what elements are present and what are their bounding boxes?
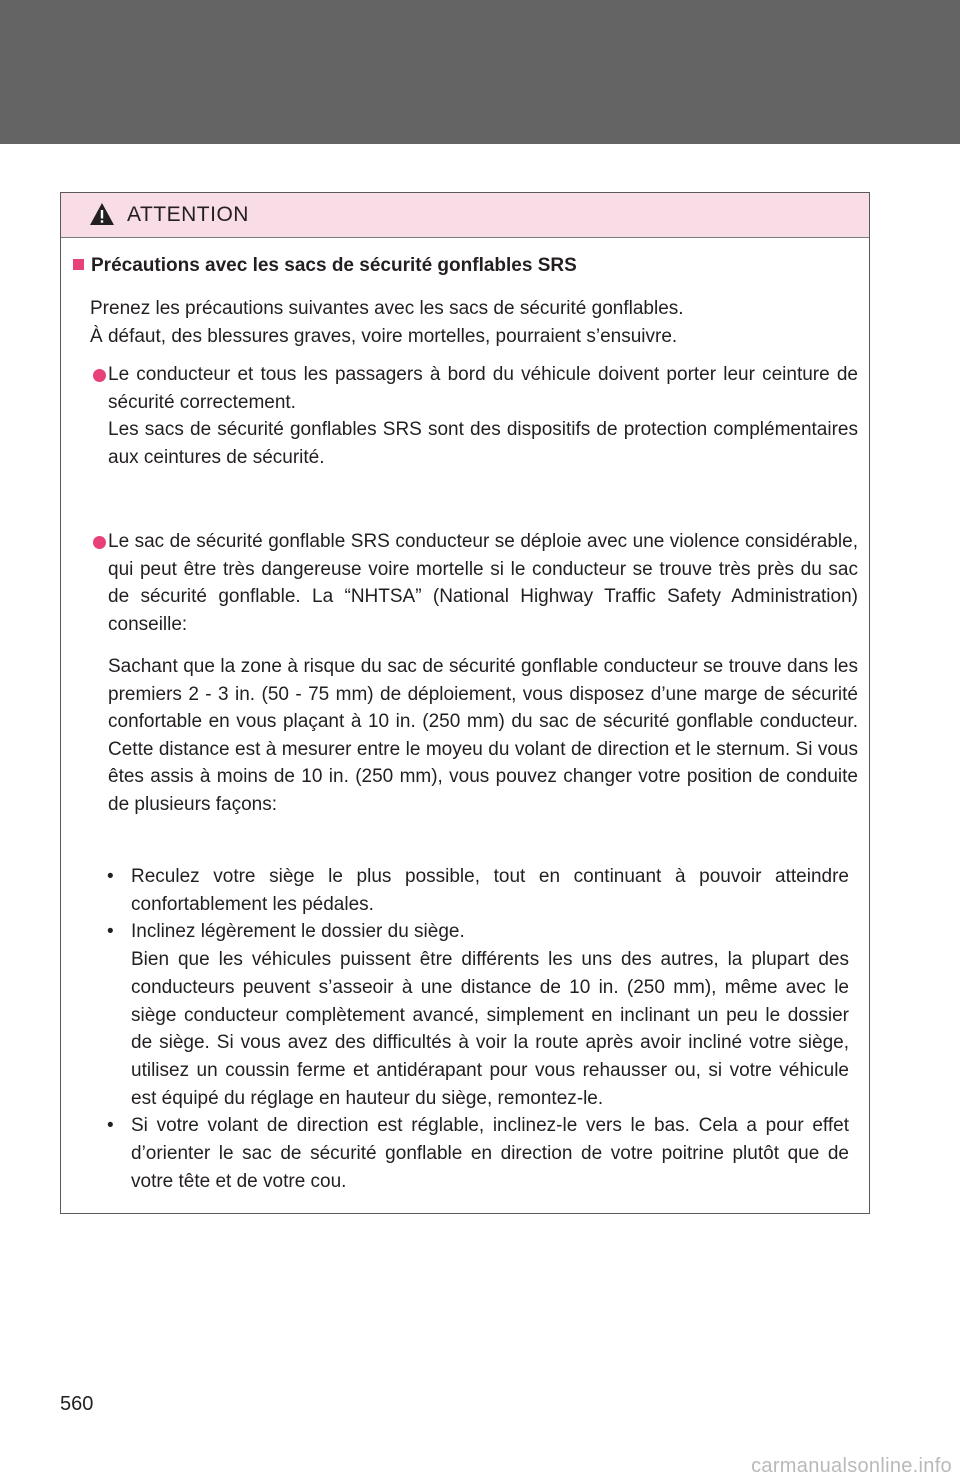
list-item-text: Inclinez légèrement le dossier du siège. <box>131 921 465 943</box>
intro-line: Prenez les précautions suivantes avec les sacs de sécurité gonflables. <box>90 298 684 319</box>
bullet-paragraph: Sachant que la zone à risque du sac de sécurité gonflable conducteur se trouve dans les premiers 2 - 3 in. (50 - 75 mm) de déploiement, vous disposez d’une marge de sécurité confortable en vous plaçant à 10 in. (250 mm) du sac de sécurité gonflable conducteur. Cette distance est à mesurer entre le moyeu du volant de direction et le sternum. Si vous êtes assis à moins de 10 in. (250 mm), vous pouvez changer votre position de conduite de plusieurs façons: <box>108 656 858 815</box>
watermark: carmanualsonline.info <box>751 1455 952 1477</box>
section-heading-text: Précautions avec les sacs de sécurité gonflables SRS <box>91 255 577 276</box>
bullet-item <box>108 361 858 471</box>
list-item-text: Si votre volant de direction est réglable, inclinez-le vers le bas. Cela a pour effet d’orienter le sac de sécurité gonflable en direction de votre poitrine plutôt que de votre tête et de votre cou. <box>131 1115 849 1192</box>
bullet-paragraph: Le sac de sécurité gonflable SRS conducteur se déploie avec une violence considérable, qui peut être très dangereuse voire mortelle si le conducteur se trouve très près du sac de sécurité gonflable. La “NHTSA” (National Highway Traffic Safety Administration) conseille: <box>108 531 858 635</box>
intro-paragraph <box>90 295 860 350</box>
list-item-text: Bien que les véhicules puissent être différents les uns des autres, la plupart des conducteurs peuvent s’asseoir à une distance de 10 in. (250 mm), même avec le siège conducteur complètement avancé, simplement en inclinant un peu le dossier de siège. Si vous avez des difficultés à voir la route après avoir incliné votre siège, utilisez un coussin ferme et antidérapant pour vous rehausser ou, si votre véhicule est équipé du réglage en hauteur du siège, remontez-le. <box>131 949 849 1109</box>
round-bullet-icon <box>93 536 106 549</box>
attention-title: ATTENTION <box>127 203 249 226</box>
dot-bullet-icon: • <box>107 921 114 943</box>
list-item-text: Reculez votre siège le plus possible, tout en continuant à pouvoir atteindre confortablement les pédales. <box>131 866 849 915</box>
round-bullet-icon <box>93 369 106 382</box>
bullet-paragraph-block <box>108 653 858 818</box>
list-item <box>101 863 849 918</box>
square-bullet-icon <box>73 259 84 270</box>
warning-triangle-icon <box>89 202 115 226</box>
bullet-paragraph: Le conducteur et tous les passagers à bord du véhicule doivent porter leur ceinture de sécurité correctement. <box>108 364 858 413</box>
bullet-item <box>108 528 858 638</box>
section-heading <box>73 255 577 277</box>
dot-bullet-icon: • <box>107 1115 114 1137</box>
bullet-paragraph: Les sacs de sécurité gonflables SRS sont des dispositifs de protection complémentaires aux ceintures de sécurité. <box>108 419 858 468</box>
sub-bullet-list <box>101 863 849 1195</box>
list-item <box>101 1112 849 1195</box>
intro-line: À défaut, des blessures graves, voire mortelles, pourraient s’ensuivre. <box>90 325 678 347</box>
page-number: 560 <box>60 1393 94 1415</box>
attention-header <box>61 193 869 238</box>
page-header-band <box>0 0 960 144</box>
dot-bullet-icon: • <box>107 866 114 887</box>
attention-box <box>60 192 870 1214</box>
list-item <box>101 918 849 1112</box>
